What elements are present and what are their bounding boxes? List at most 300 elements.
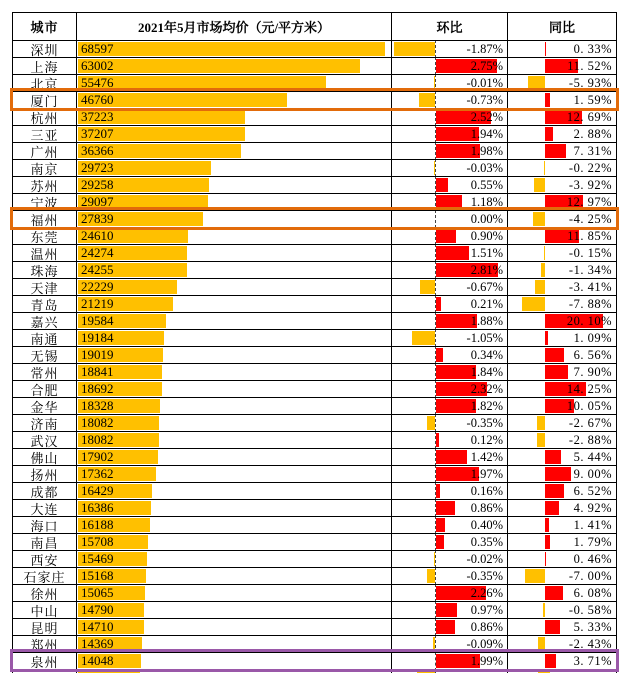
yoy-cell (508, 517, 616, 533)
price-value: 19584 (81, 313, 114, 328)
table-row (13, 160, 616, 177)
yoy-positive-bar (545, 586, 563, 600)
yoy-value: 0. 33% (573, 42, 612, 56)
mom-baseline (435, 245, 436, 261)
price-cell (77, 75, 392, 91)
mom-baseline (435, 228, 436, 244)
price-value: 19184 (81, 330, 114, 345)
price-value: 37207 (81, 126, 114, 141)
mom-baseline (435, 466, 436, 482)
yoy-cell (508, 551, 616, 567)
mom-value: -0.67% (466, 280, 503, 294)
price-value: 37223 (81, 109, 114, 124)
mom-positive-bar (436, 450, 467, 464)
price-value: 14048 (81, 653, 114, 668)
yoy-cell (508, 500, 616, 516)
mom-baseline (435, 415, 436, 431)
table-row (13, 653, 616, 670)
yoy-value: 4. 92% (573, 501, 612, 515)
table-row (13, 381, 616, 398)
table-row (13, 602, 616, 619)
table-row (13, 398, 616, 415)
price-value: 15065 (81, 585, 114, 600)
data-table (12, 12, 617, 673)
table-row (13, 500, 616, 517)
price-cell (77, 313, 392, 329)
mom-value: -0.03% (466, 161, 503, 175)
mom-positive-bar (436, 195, 462, 209)
city-name: 广州 (13, 143, 77, 159)
yoy-cell (508, 58, 616, 74)
mom-cell (392, 602, 508, 618)
table-row (13, 143, 616, 160)
price-value: 22229 (81, 279, 114, 294)
city-name: 上海 (13, 58, 77, 74)
mom-cell (392, 109, 508, 125)
mom-baseline (435, 75, 436, 91)
price-data-bar (78, 42, 385, 56)
yoy-positive-bar (545, 552, 546, 566)
city-name: 郑州 (13, 636, 77, 652)
yoy-value: 6. 56% (573, 348, 612, 362)
yoy-negative-bar (544, 246, 545, 260)
mom-cell (392, 653, 508, 670)
price-value: 18328 (81, 398, 114, 413)
mom-value: 1.97% (470, 467, 503, 481)
yoy-positive-bar (545, 348, 564, 362)
mom-positive-bar (436, 348, 443, 362)
city-name: 深圳 (13, 41, 77, 57)
yoy-value: -2. 88% (568, 433, 612, 447)
yoy-value: 5. 33% (573, 620, 612, 634)
yoy-cell (508, 330, 616, 346)
city-name: 厦门 (13, 92, 77, 108)
yoy-positive-bar (545, 331, 548, 345)
price-value: 18692 (81, 381, 114, 396)
price-cell (77, 551, 392, 567)
price-value: 29097 (81, 194, 114, 209)
yoy-negative-bar (541, 263, 545, 277)
mom-negative-bar (412, 331, 435, 345)
mom-cell (392, 483, 508, 499)
mom-value: 1.51% (470, 246, 503, 260)
yoy-value: 7. 31% (573, 144, 612, 158)
yoy-cell (508, 398, 616, 414)
mom-positive-bar (436, 246, 469, 260)
yoy-cell (508, 92, 616, 108)
yoy-positive-bar (545, 620, 560, 634)
yoy-value: -3. 41% (568, 280, 612, 294)
table-row (13, 449, 616, 466)
mom-value: 2.32% (470, 382, 503, 396)
yoy-value: 1. 79% (573, 535, 612, 549)
price-value: 24610 (81, 228, 114, 243)
mom-cell (392, 432, 508, 448)
price-cell (77, 177, 392, 193)
table-row (13, 466, 616, 483)
city-name: 福州 (13, 211, 77, 227)
price-cell (77, 160, 392, 176)
table-row (13, 41, 616, 58)
mom-baseline (435, 551, 436, 567)
city-name: 济南 (13, 415, 77, 431)
mom-baseline (435, 364, 436, 380)
mom-positive-bar (436, 603, 457, 617)
mom-baseline (435, 41, 436, 57)
yoy-cell (508, 109, 616, 125)
table-row (13, 432, 616, 449)
mom-baseline (435, 109, 436, 125)
city-name: 合肥 (13, 381, 77, 397)
yoy-negative-bar (534, 178, 545, 192)
yoy-cell (508, 245, 616, 261)
mom-positive-bar (436, 518, 445, 532)
yoy-value: 20. 10% (566, 314, 612, 328)
yoy-cell (508, 279, 616, 295)
table-row (13, 75, 616, 92)
mom-cell (392, 551, 508, 567)
header-yoy: 同比 (548, 20, 575, 35)
mom-value: 0.21% (470, 297, 503, 311)
table-row (13, 568, 616, 585)
mom-value: 1.98% (470, 144, 503, 158)
price-cell (77, 449, 392, 465)
yoy-cell (508, 160, 616, 176)
mom-baseline (435, 568, 436, 584)
table-row (13, 211, 616, 228)
mom-baseline (435, 500, 436, 516)
yoy-value: 1. 09% (573, 331, 612, 345)
mom-value: 0.86% (470, 620, 503, 634)
yoy-cell (508, 466, 616, 482)
price-cell (77, 296, 392, 312)
mom-cell (392, 313, 508, 329)
yoy-cell (508, 177, 616, 193)
price-cell (77, 381, 392, 397)
mom-cell (392, 568, 508, 584)
yoy-negative-bar (533, 212, 545, 226)
price-cell (77, 568, 392, 584)
yoy-positive-bar (545, 42, 546, 56)
table-row (13, 296, 616, 313)
mom-cell (392, 364, 508, 380)
table-row (13, 126, 616, 143)
price-cell (77, 500, 392, 516)
yoy-value: 5. 44% (573, 450, 612, 464)
mom-positive-bar (436, 501, 455, 515)
yoy-positive-bar (545, 535, 550, 549)
mom-cell (392, 143, 508, 159)
city-name: 成都 (13, 483, 77, 499)
mom-baseline (435, 636, 436, 652)
mom-cell (392, 517, 508, 533)
mom-positive-bar (436, 535, 444, 549)
price-value: 63002 (81, 58, 114, 73)
table-row (13, 619, 616, 636)
yoy-value: 6. 52% (573, 484, 612, 498)
price-cell (77, 126, 392, 142)
price-cell (77, 636, 392, 652)
mom-baseline (435, 126, 436, 142)
city-name: 徐州 (13, 585, 77, 601)
price-value: 15168 (81, 568, 114, 583)
yoy-cell (508, 483, 616, 499)
yoy-cell (508, 228, 616, 244)
mom-value: 2.81% (470, 263, 503, 277)
table-row (13, 177, 616, 194)
price-value: 14369 (81, 636, 114, 651)
yoy-cell (508, 568, 616, 584)
mom-value: -0.01% (466, 76, 503, 90)
yoy-value: 14. 25% (566, 382, 612, 396)
mom-value: 0.35% (470, 535, 503, 549)
price-cell (77, 653, 392, 670)
table-row (13, 109, 616, 126)
price-cell (77, 602, 392, 618)
table-row (13, 364, 616, 381)
yoy-cell (508, 636, 616, 652)
mom-value: 0.16% (470, 484, 503, 498)
yoy-positive-bar (545, 450, 561, 464)
mom-value: -0.35% (466, 569, 503, 583)
city-name: 宁波 (13, 194, 77, 210)
yoy-negative-bar (544, 161, 545, 175)
city-name: 常州 (13, 364, 77, 380)
mom-baseline (435, 398, 436, 414)
header-price: 2021年5月市场均价（元/平方米） (77, 13, 392, 40)
price-value: 14710 (81, 619, 114, 634)
yoy-value: -0. 58% (568, 603, 612, 617)
price-value: 24255 (81, 262, 114, 277)
yoy-cell (508, 381, 616, 397)
price-value: 17902 (81, 449, 114, 464)
mom-baseline (435, 92, 436, 108)
yoy-positive-bar (545, 93, 550, 107)
mom-negative-bar (420, 280, 435, 294)
price-cell (77, 330, 392, 346)
city-name: 扬州 (13, 466, 77, 482)
mom-cell (392, 92, 508, 108)
yoy-value: 12. 69% (566, 110, 612, 124)
mom-cell (392, 262, 508, 278)
price-value: 21219 (81, 296, 114, 311)
yoy-value: -4. 25% (568, 212, 612, 226)
table-row (13, 279, 616, 296)
price-cell (77, 534, 392, 550)
price-cell (77, 92, 392, 108)
mom-value: 2.75% (470, 59, 503, 73)
price-value: 68597 (81, 41, 114, 56)
city-name: 金华 (13, 398, 77, 414)
mom-baseline (435, 534, 436, 550)
price-value: 18841 (81, 364, 114, 379)
price-value: 15469 (81, 551, 114, 566)
mom-value: -0.35% (466, 416, 503, 430)
mom-value: 2.52% (470, 110, 503, 124)
mom-baseline (435, 602, 436, 618)
yoy-value: 3. 71% (573, 654, 612, 668)
mom-value: -0.09% (466, 637, 503, 651)
price-cell (77, 517, 392, 533)
mom-cell (392, 177, 508, 193)
city-name: 南通 (13, 330, 77, 346)
mom-baseline (435, 330, 436, 346)
mom-value: -0.73% (466, 93, 503, 107)
city-name: 南昌 (13, 534, 77, 550)
price-value: 36366 (81, 143, 114, 158)
price-value: 46760 (81, 92, 114, 107)
mom-cell (392, 228, 508, 244)
price-cell (77, 228, 392, 244)
yoy-value: -3. 92% (568, 178, 612, 192)
mom-value: 1.82% (470, 399, 503, 413)
yoy-cell (508, 126, 616, 142)
price-cell (77, 415, 392, 431)
table-row (13, 347, 616, 364)
mom-value: -1.87% (466, 42, 503, 56)
yoy-cell (508, 449, 616, 465)
mom-cell (392, 245, 508, 261)
price-value: 16188 (81, 517, 114, 532)
mom-cell (392, 534, 508, 550)
mom-baseline (435, 160, 436, 176)
table-row (13, 313, 616, 330)
yoy-positive-bar (545, 127, 553, 141)
yoy-negative-bar (535, 280, 545, 294)
price-cell (77, 245, 392, 261)
yoy-value: -7. 00% (568, 569, 612, 583)
price-value: 14790 (81, 602, 114, 617)
yoy-cell (508, 415, 616, 431)
mom-baseline (435, 194, 436, 210)
mom-value: 1.99% (470, 654, 503, 668)
yoy-cell (508, 143, 616, 159)
table-row (13, 551, 616, 568)
mom-baseline (435, 347, 436, 363)
price-value: 27839 (81, 211, 114, 226)
yoy-positive-bar (545, 467, 571, 481)
mom-cell (392, 398, 508, 414)
mom-value: 1.88% (470, 314, 503, 328)
city-name: 石家庄 (13, 568, 77, 584)
mom-baseline (435, 58, 436, 74)
price-cell (77, 143, 392, 159)
yoy-value: 2. 88% (573, 127, 612, 141)
mom-baseline (435, 483, 436, 499)
table-row (13, 534, 616, 551)
mom-cell (392, 619, 508, 635)
price-cell (77, 432, 392, 448)
yoy-cell (508, 432, 616, 448)
mom-value: 1.94% (470, 127, 503, 141)
yoy-value: 9. 00% (573, 467, 612, 481)
mom-cell (392, 126, 508, 142)
price-value: 55476 (81, 75, 114, 90)
yoy-cell (508, 364, 616, 380)
price-value: 18082 (81, 415, 114, 430)
yoy-cell (508, 313, 616, 329)
table-row (13, 262, 616, 279)
yoy-positive-bar (545, 484, 564, 498)
price-value: 19019 (81, 347, 114, 362)
yoy-cell (508, 211, 616, 227)
mom-baseline (435, 449, 436, 465)
yoy-cell (508, 534, 616, 550)
mom-cell (392, 449, 508, 465)
mom-cell (392, 636, 508, 652)
city-name: 珠海 (13, 262, 77, 278)
table-row (13, 517, 616, 534)
yoy-negative-bar (537, 416, 545, 430)
city-name: 杭州 (13, 109, 77, 125)
mom-positive-bar (436, 433, 439, 447)
city-name: 大连 (13, 500, 77, 516)
yoy-cell (508, 296, 616, 312)
mom-cell (392, 500, 508, 516)
yoy-value: 12. 97% (566, 195, 612, 209)
mom-positive-bar (436, 484, 440, 498)
table-row (13, 636, 616, 653)
mom-cell (392, 194, 508, 210)
city-name: 东莞 (13, 228, 77, 244)
mom-cell (392, 160, 508, 176)
table-row (13, 330, 616, 347)
price-cell (77, 466, 392, 482)
yoy-value: 1. 41% (573, 518, 612, 532)
mom-value: -0.02% (466, 552, 503, 566)
city-name: 青岛 (13, 296, 77, 312)
yoy-negative-bar (538, 637, 545, 651)
city-name: 三亚 (13, 126, 77, 142)
table-row (13, 245, 616, 262)
price-cell (77, 58, 392, 74)
mom-baseline (435, 296, 436, 312)
yoy-cell (508, 41, 616, 57)
mom-baseline (435, 211, 436, 227)
mom-value: 0.12% (470, 433, 503, 447)
mom-baseline (435, 262, 436, 278)
mom-baseline (435, 279, 436, 295)
yoy-negative-bar (528, 76, 545, 90)
yoy-value: -2. 43% (568, 637, 612, 651)
yoy-positive-bar (545, 654, 556, 668)
city-name: 嘉兴 (13, 313, 77, 329)
city-name: 南京 (13, 160, 77, 176)
yoy-cell (508, 653, 616, 670)
price-cell (77, 109, 392, 125)
city-name: 无锡 (13, 347, 77, 363)
mom-cell (392, 75, 508, 91)
yoy-value: -1. 34% (568, 263, 612, 277)
price-cell (77, 585, 392, 601)
city-name: 天津 (13, 279, 77, 295)
table-row (13, 483, 616, 500)
yoy-cell (508, 602, 616, 618)
yoy-positive-bar (545, 518, 549, 532)
mom-baseline (435, 653, 436, 670)
price-value: 29723 (81, 160, 114, 175)
mom-positive-bar (436, 297, 441, 311)
price-value: 17362 (81, 466, 114, 481)
mom-cell (392, 58, 508, 74)
yoy-positive-bar (545, 144, 566, 158)
mom-value: 0.90% (470, 229, 503, 243)
city-name: 泉州 (13, 653, 77, 670)
city-name: 海口 (13, 517, 77, 533)
table-header-row (13, 13, 616, 41)
mom-baseline (435, 177, 436, 193)
yoy-cell (508, 75, 616, 91)
